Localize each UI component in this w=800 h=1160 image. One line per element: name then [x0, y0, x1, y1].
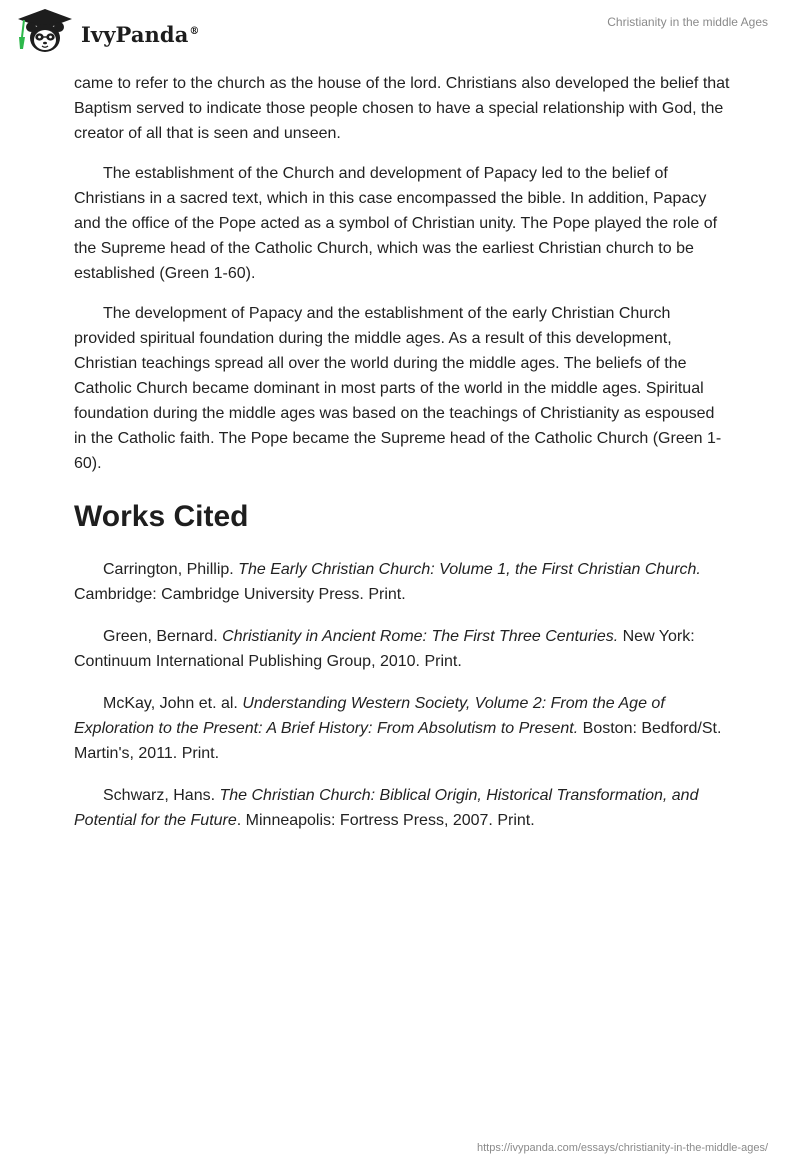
citation-entry: [74, 624, 730, 674]
citation-title: Understanding Western Society, Volume 2: From the Age of Exploration to the Present: A Brief History: From Absolutism to Present.: [74, 695, 665, 737]
citation-entry: [74, 691, 730, 766]
citation-title: Christianity in Ancient Rome: The First Three Centuries.: [222, 628, 619, 645]
citation-author: Schwarz, Hans.: [103, 787, 220, 804]
citation-entry: [74, 783, 730, 833]
panda-graduate-icon: [14, 7, 76, 57]
essay-content: [74, 71, 730, 850]
citation-publisher: . Minneapolis: Fortress Press, 2007. Print.: [236, 812, 535, 829]
source-url-link[interactable]: https://ivypanda.com/essays/christianity-in-the-middle-ages/: [476, 1142, 768, 1154]
citation-entry: [74, 557, 730, 607]
document-title: Christianity in the middle Ages: [607, 15, 768, 29]
brand-logo[interactable]: [14, 7, 200, 57]
works-cited-heading: Works Cited: [74, 500, 249, 533]
brand-name: IvyPanda®: [81, 21, 200, 47]
citation-publisher: Cambridge: Cambridge University Press. Print.: [74, 586, 406, 603]
page-header: [0, 0, 800, 64]
citation-author: Green, Bernard.: [103, 628, 223, 645]
citation-title: The Early Christian Church: Volume 1, the First Christian Church.: [238, 561, 701, 578]
citation-author: McKay, John et. al.: [103, 695, 243, 712]
citation-title: The Christian Church: Biblical Origin, Historical Transformation, and Potential for the Future: [74, 787, 699, 829]
citation-publisher: Boston: Bedford/St. Martin's, 2011. Print.: [74, 720, 722, 762]
paragraph: The development of Papacy and the establishment of the early Christian Church provided spiritual foundation during the middle ages. As a result of this development, Christian teachings spread all over the world during the middle ages. The beliefs of the Catholic Church became dominant in most parts of the world in the middle ages. Spiritual foundation during the middle ages was based on the teachings of Christianity as espoused in the Catholic faith. The Pope became the Supreme head of the Catholic Church (Green 1-60).: [74, 305, 722, 472]
paragraph-continuation: came to refer to the church as the house of the lord. Christians also developed the belief that Baptism served to indicate those people chosen to have a special relationship with God, the creator of all that is seen and unseen.: [74, 75, 730, 142]
citation-author: Carrington, Phillip.: [103, 561, 239, 578]
citation-publisher: New York: Continuum International Publishing Group, 2010. Print.: [74, 628, 695, 670]
paragraph: The establishment of the Church and development of Papacy led to the belief of Christians in a sacred text, which in this case encompassed the bible. In addition, Papacy and the office of the Pope acted as a symbol of Christian unity. The Pope played the role of the Supreme head of the Catholic Church, which was the earliest Christian church to be established (Green 1-60).: [74, 165, 718, 282]
